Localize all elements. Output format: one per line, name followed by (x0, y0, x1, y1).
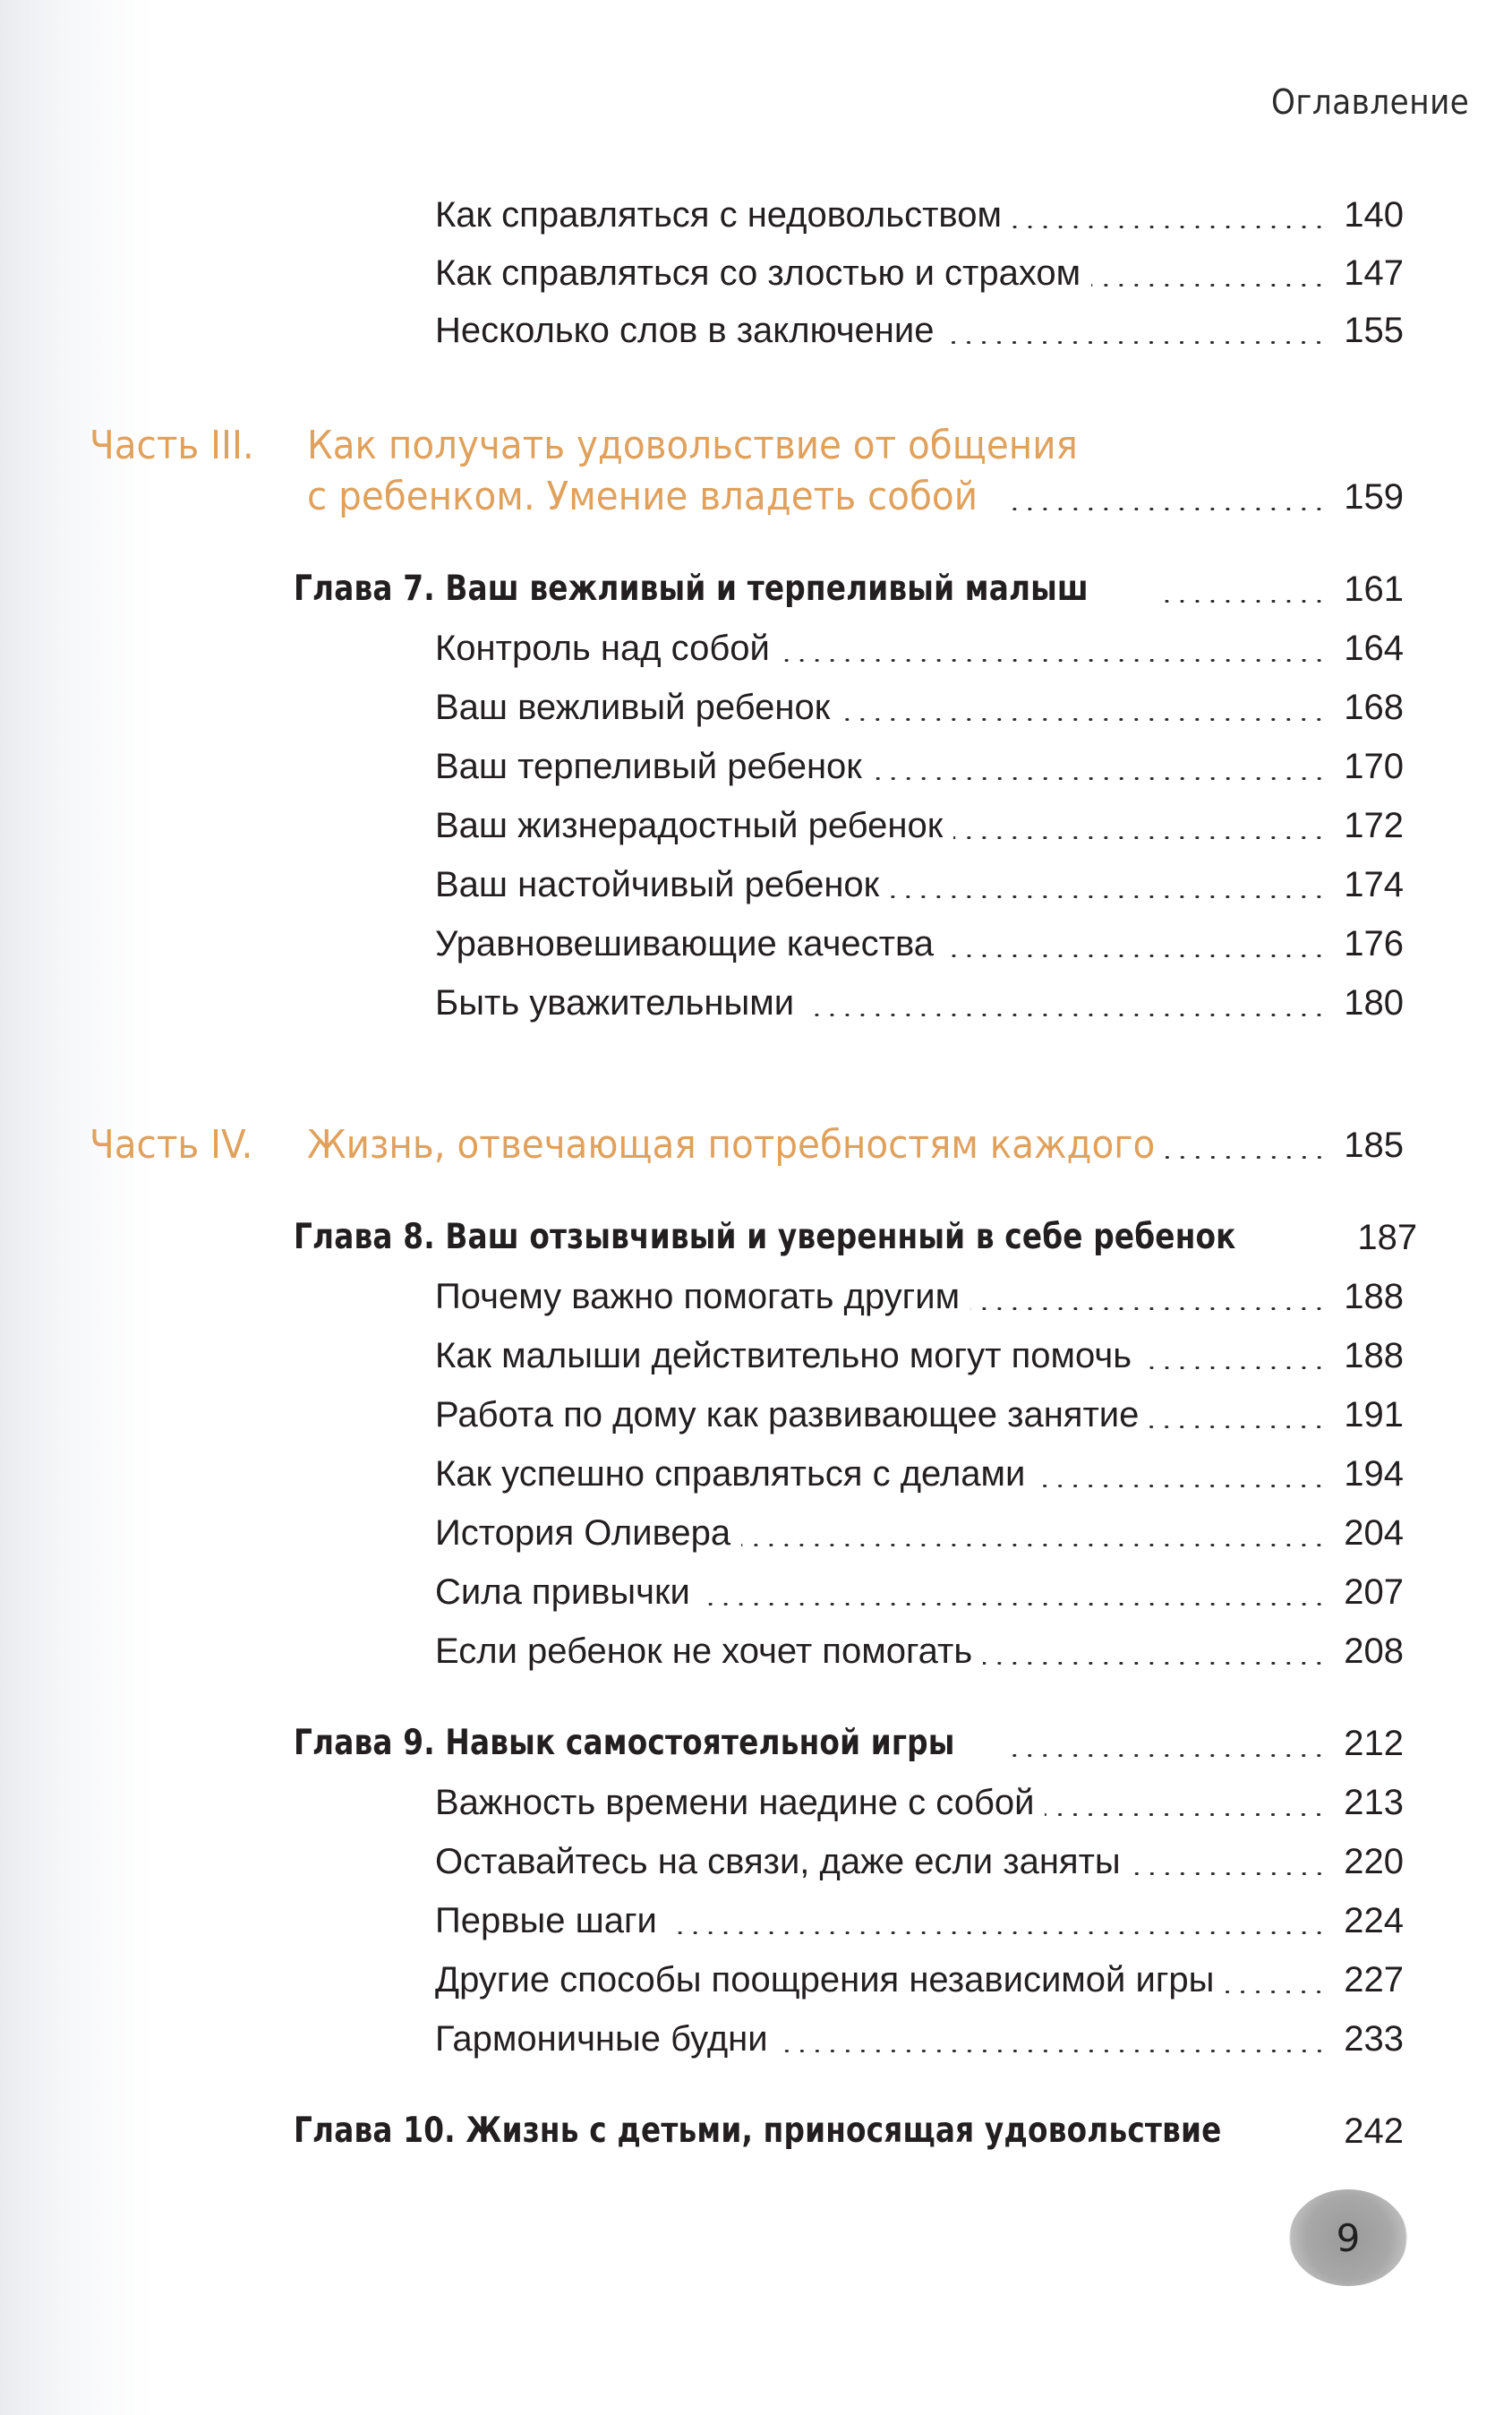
toc-entry[interactable] (435, 2012, 1404, 2066)
toc-entry-title: Как справляться с недовольством (435, 195, 1002, 235)
dot-leader (781, 659, 1327, 662)
toc-entry-title: Быть уважительными (435, 983, 795, 1023)
dot-leader (805, 1014, 1327, 1016)
toc-entry-page: 233 (1344, 2019, 1404, 2059)
toc-entry-title: История Оливера (435, 1513, 731, 1553)
toc-entry[interactable] (435, 1565, 1404, 1619)
toc-entry-title: Глава 10. Жизнь с детьми, приносящая удовольствие (294, 2111, 1222, 2151)
toc-entry[interactable] (435, 740, 1404, 793)
toc-entry[interactable] (435, 1835, 1404, 1888)
toc-entry-chapter[interactable] (294, 1717, 1404, 1770)
toc-entry-title: Как успешно справляться с делами (435, 1454, 1026, 1494)
toc-entry-title: Гармоничные будни (435, 2019, 768, 2059)
dot-leader (1091, 284, 1327, 287)
dot-leader (890, 895, 1327, 898)
dot-leader (1159, 1156, 1327, 1159)
toc-entry-page: 224 (1344, 1901, 1404, 1940)
dot-leader (873, 777, 1327, 780)
toc-entry[interactable] (435, 917, 1404, 971)
part-title-line: Жизнь, отвечающая потребностям каждого (307, 1122, 1156, 1168)
toc-entry-title: Первые шаги (435, 1901, 657, 1940)
running-head: Оглавление (1271, 82, 1470, 122)
dot-leader (1036, 1485, 1327, 1487)
toc-entry[interactable] (435, 1776, 1404, 1829)
toc-entry-page: 147 (1344, 253, 1404, 293)
dot-leader (1012, 226, 1327, 228)
toc-entry-title: Ваш настойчивый ребенок (435, 865, 880, 904)
dot-leader (970, 1307, 1327, 1310)
toc-entry-title: Оставайтесь на связи, даже если заняты (435, 1842, 1121, 1881)
toc-entry-title: Важность времени наедине с собой (435, 1783, 1035, 1822)
toc-entry-page: 213 (1344, 1783, 1404, 1822)
toc-entry-page: 174 (1344, 865, 1404, 904)
toc-entry[interactable] (435, 188, 1404, 242)
dot-leader (1225, 1991, 1327, 1993)
dot-leader (1165, 600, 1327, 603)
dot-leader (1132, 1872, 1327, 1875)
toc-entry-title: Работа по дому как развивающее занятие (435, 1395, 1140, 1434)
dot-leader (944, 341, 1327, 344)
toc-entry-chapter[interactable] (294, 2104, 1404, 2158)
toc-entry-page: 191 (1344, 1395, 1404, 1434)
dot-leader (779, 2050, 1327, 2052)
toc-entry[interactable] (435, 799, 1404, 852)
toc-entry[interactable] (435, 976, 1404, 1030)
dot-leader (741, 1544, 1327, 1546)
toc-entry[interactable] (435, 1388, 1404, 1442)
toc-entry[interactable] (435, 1270, 1404, 1323)
toc-entry-title: Как малыши действительно могут помочь (435, 1336, 1132, 1375)
toc-entry[interactable] (435, 304, 1404, 357)
toc-entry-title: Сила привычки (435, 1572, 690, 1612)
toc-entry-page: 140 (1344, 195, 1404, 235)
part-label: Часть III. (90, 423, 254, 468)
toc-entry-page: 155 (1344, 311, 1404, 350)
dot-leader (1142, 1366, 1327, 1369)
dot-leader (1005, 1754, 1327, 1757)
toc-entry-page: 170 (1344, 747, 1404, 786)
toc-entry-title: Глава 9. Навык самостоятельной игры (294, 1723, 955, 1763)
toc-entry-page: 187 (1357, 1218, 1418, 1257)
part-title-line: с ребенком. Умение владеть собой (307, 474, 978, 519)
dot-leader (944, 955, 1327, 957)
toc-entry-page: 242 (1344, 2111, 1404, 2151)
part-title-line: Как получать удовольствие от общения (307, 423, 1078, 468)
toc-entry-page: 204 (1344, 1513, 1404, 1553)
dot-leader (841, 718, 1327, 721)
toc-entry-title: Уравновешивающие качества (435, 924, 935, 963)
toc-entry-title: Глава 8. Ваш отзывчивый и уверенный в себе ребенок (294, 1217, 1236, 1257)
page-number: 9 (1336, 2215, 1361, 2260)
toc-entry-page: 188 (1344, 1336, 1404, 1375)
dot-leader (1323, 2142, 1327, 2145)
toc-entry-title: Контроль над собой (435, 629, 770, 668)
toc-entry-title: Другие способы поощрения независимой игры (435, 1960, 1215, 2000)
toc-entry[interactable] (435, 1953, 1404, 2007)
toc-entry-title: Почему важно помогать другим (435, 1277, 961, 1316)
toc-entry-page: 212 (1344, 1724, 1404, 1763)
toc-entry[interactable] (435, 1506, 1404, 1560)
toc-entry[interactable] (435, 1894, 1404, 1948)
toc-entry-page: 220 (1344, 1842, 1404, 1881)
toc-entry-chapter[interactable] (294, 1211, 1418, 1264)
toc-entry[interactable] (435, 246, 1404, 300)
toc-entry-title: Если ребенок не хочет помогать (435, 1631, 973, 1671)
dot-leader (1006, 508, 1327, 510)
dot-leader (668, 1931, 1327, 1934)
toc-entry-title: Глава 7. Ваш вежливый и терпеливый малыш (294, 569, 1089, 609)
dot-leader (1149, 1426, 1327, 1428)
toc-entry-page: 227 (1344, 1960, 1404, 2000)
toc-entry[interactable] (435, 1447, 1404, 1501)
toc-entry[interactable] (435, 858, 1404, 912)
toc-entry-page: 161 (1344, 569, 1404, 609)
toc-entry-page: 176 (1344, 924, 1404, 963)
page-number-badge (1289, 2189, 1407, 2286)
toc-entry-page: 194 (1344, 1454, 1404, 1494)
toc-entry-page: 208 (1344, 1631, 1404, 1671)
dot-leader (953, 836, 1327, 839)
toc-entry-part[interactable] (307, 470, 1404, 524)
toc-entry-page: 168 (1344, 688, 1404, 727)
dot-leader (1045, 1813, 1327, 1816)
toc-entry-title: Ваш вежливый ребенок (435, 688, 831, 727)
toc-entry-chapter[interactable] (294, 562, 1404, 616)
toc-entry-page: 159 (1344, 477, 1404, 517)
toc-entry-page: 185 (1344, 1126, 1404, 1165)
dot-leader (983, 1662, 1327, 1665)
toc-entry-page: 188 (1344, 1277, 1404, 1316)
toc-entry-page: 207 (1344, 1572, 1404, 1612)
toc-entry-title: Как справляться со злостью и страхом (435, 253, 1081, 293)
toc-entry-title: Ваш жизнерадостный ребенок (435, 806, 944, 845)
toc-entry-page: 180 (1344, 983, 1404, 1023)
toc-entry-page: 172 (1344, 806, 1404, 845)
toc-entry[interactable] (435, 1624, 1404, 1678)
part-label: Часть IV. (90, 1122, 253, 1168)
toc-entry-page: 164 (1344, 629, 1404, 668)
dot-leader (701, 1603, 1327, 1606)
toc-entry-title: Несколько слов в заключение (435, 311, 935, 350)
toc-entry-part[interactable] (307, 1118, 1404, 1172)
toc-entry[interactable] (435, 681, 1404, 734)
toc-entry-title: Ваш терпеливый ребенок (435, 747, 862, 786)
toc-entry[interactable] (435, 621, 1404, 675)
toc-entry[interactable] (435, 1329, 1404, 1383)
